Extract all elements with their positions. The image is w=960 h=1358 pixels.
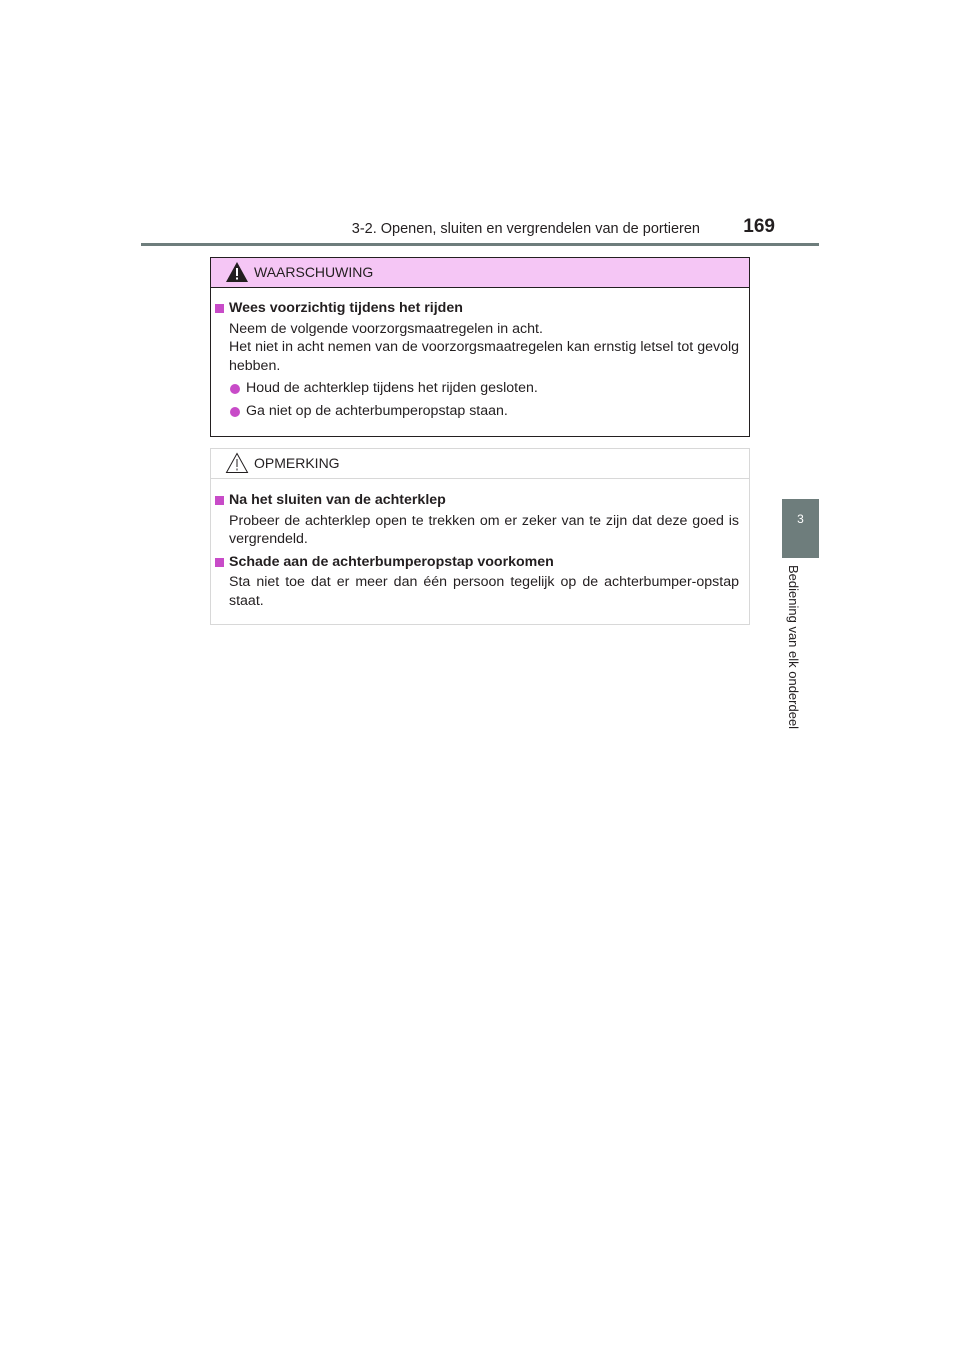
- square-bullet-icon: [215, 558, 224, 567]
- round-bullet-icon: [230, 407, 240, 417]
- notice-header: [211, 449, 749, 479]
- warning-header: [211, 258, 749, 288]
- notice-item-title-text: Schade aan de achterbumperopstap voorkomen: [229, 553, 554, 570]
- warning-heading: WAARSCHUWING: [254, 264, 374, 280]
- page-number: 169: [743, 216, 775, 237]
- warning-paragraph-1: Neem de volgende voorzorgsmaatregelen in acht.: [229, 320, 543, 337]
- warning-item-title: [215, 299, 739, 318]
- warning-item-title-text: Wees voorzichtig tijdens het rijden: [229, 300, 463, 316]
- header-rule: [141, 243, 819, 246]
- notice-item-text: Sta niet toe dat er meer dan één persoon tegelijk op de achterbumper-opstap staat.: [229, 574, 739, 609]
- chapter-title: Bediening van elk onderdeel: [786, 565, 801, 730]
- chapter-number: 3: [797, 512, 804, 526]
- warning-bullet: [215, 402, 739, 421]
- warning-outline-triangle-icon: [225, 452, 249, 474]
- square-bullet-icon: [215, 304, 224, 313]
- warning-box: [210, 257, 750, 437]
- warning-bullet: [215, 379, 739, 398]
- warning-body: [211, 288, 749, 420]
- notice-item-title: [215, 491, 739, 510]
- square-bullet-icon: [215, 496, 224, 505]
- notice-item-title-text: Na het sluiten van de achterklep: [229, 492, 446, 508]
- chapter-tab: [782, 499, 819, 558]
- notice-box: [210, 448, 750, 625]
- notice-body: [211, 479, 749, 610]
- section-title: 3-2. Openen, sluiten en vergrendelen van de portieren: [351, 221, 700, 237]
- warning-bullet-text: Ga niet op de achterbumperopstap staan.: [246, 402, 508, 419]
- warning-paragraph-2: Het niet in acht nemen van de voorzorgsmaatregelen kan ernstig letsel tot gevolg hebben.: [229, 339, 739, 374]
- warning-filled-triangle-icon: [225, 261, 249, 283]
- round-bullet-icon: [230, 384, 240, 394]
- notice-item-text: Probeer de achterklep open te trekken om er zeker van te zijn dat deze goed is vergrendeld.: [229, 512, 739, 547]
- notice-item-title: [215, 553, 739, 572]
- notice-heading: OPMERKING: [254, 455, 340, 471]
- warning-bullet-text: Houd de achterklep tijdens het rijden gesloten.: [246, 380, 538, 396]
